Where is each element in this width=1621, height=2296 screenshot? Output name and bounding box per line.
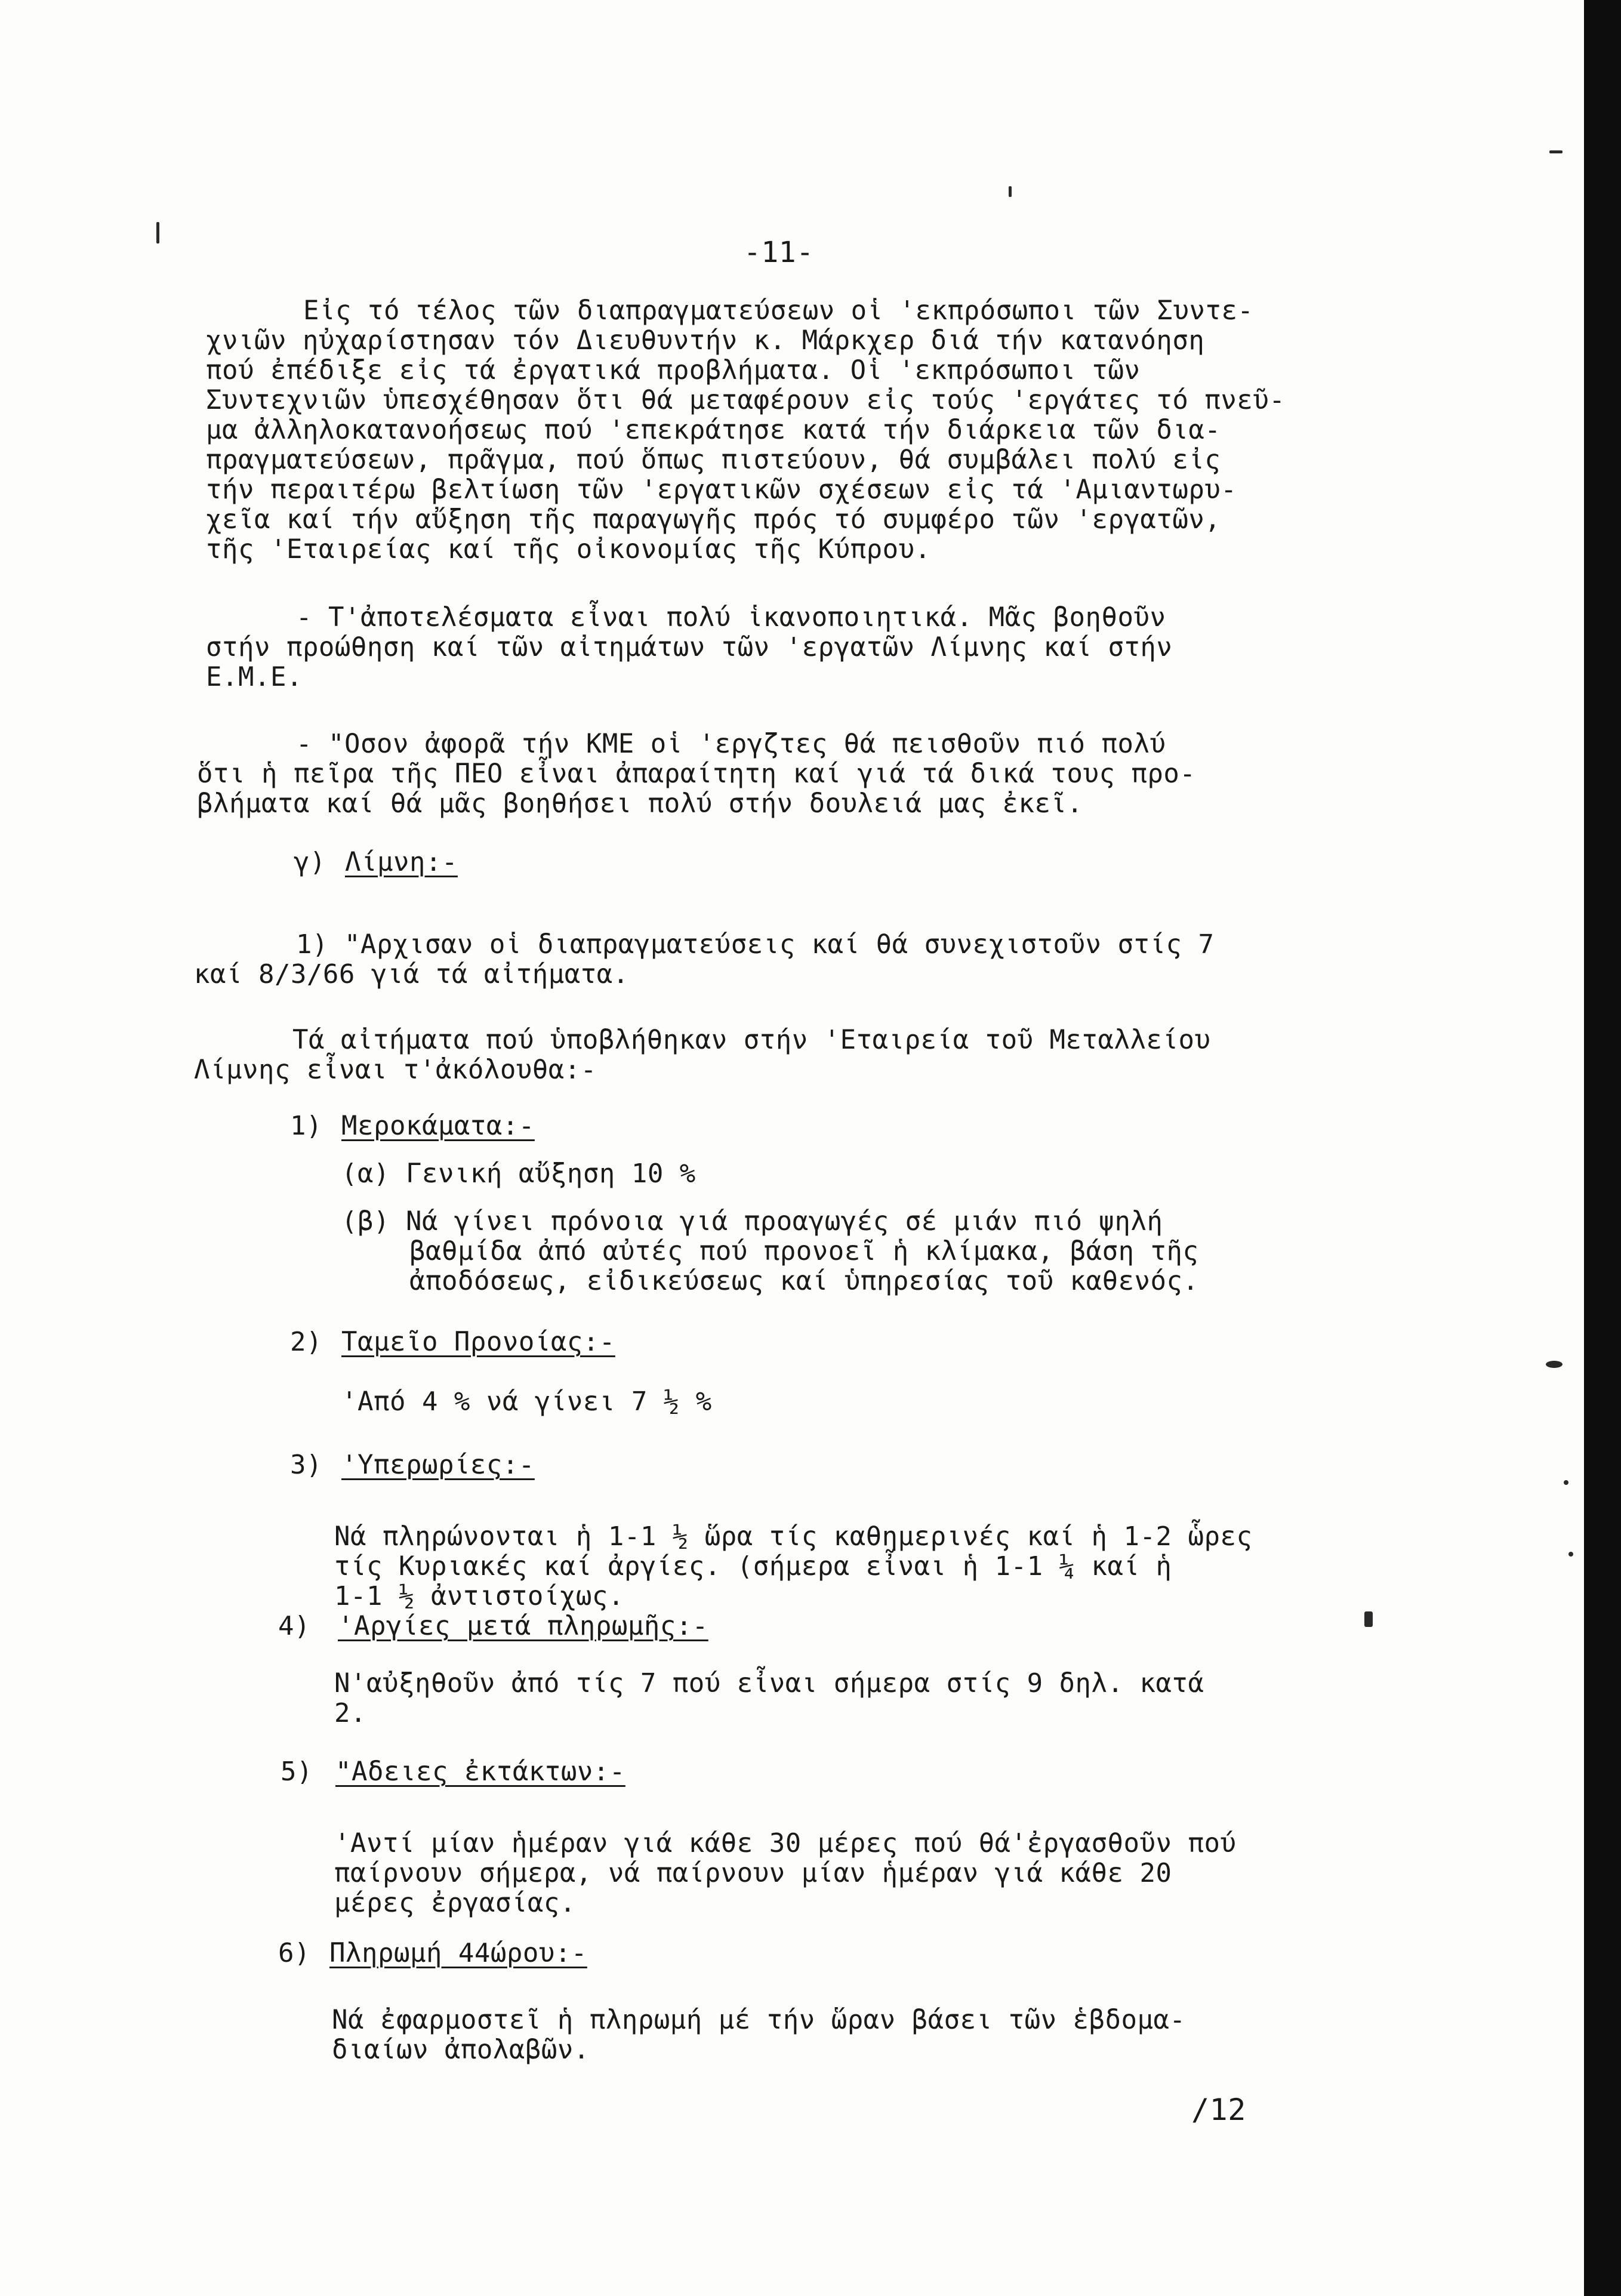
item-number: 1) [290, 1111, 322, 1141]
text-line: 1-1 ½ ἀντιστοίχως. [334, 1581, 624, 1611]
scan-speck [1364, 1611, 1373, 1627]
item-number: 6) [278, 1938, 310, 1968]
text-line: - Τ'ἀποτελέσματα εἶναι πολύ ἱκανοποιητικά. Μᾶς βοηθοῦν [296, 602, 1166, 633]
text-line: βαθμίδα ἀπό αὐτές πού προνοεῖ ἡ κλίμακα, βάση τῆς [409, 1236, 1199, 1266]
sub-item-a: (α) Γενική αὔξηση 10 % [341, 1158, 696, 1189]
text-line: - "Οσον ἀφορᾶ τήν ΚΜΕ οἱ 'εργζτες θά πεισθοῦν πιό πολύ [296, 729, 1166, 759]
text-line: ἀποδόσεως, εἰδικεύσεως καί ὑπηρεσίας τοῦ καθενός. [409, 1266, 1199, 1296]
text-line: παίρνουν σήμερα, νά παίρνουν μίαν ἡμέραν γιά κάθε 20 [334, 1858, 1172, 1888]
text-line: μέρες ἐργασίας. [334, 1888, 576, 1918]
item-number: 2) [290, 1327, 322, 1357]
text-line: χεῖα καί τήν αὔξηση τῆς παραγωγῆς πρός τό συμφέρο τῶν 'εργατῶν, [206, 504, 1221, 535]
scan-speck [1568, 1552, 1573, 1557]
item-title: Ταμεῖο Προνοίας:- [341, 1327, 615, 1357]
item-title: Μεροκάματα:- [341, 1111, 535, 1141]
item-number: 3) [290, 1450, 322, 1480]
text-line: βλήματα καί θά μᾶς βοηθήσει πολύ στήν δουλειά μας ἐκεῖ. [197, 788, 1083, 819]
scan-speck [156, 222, 159, 244]
scan-speck [1546, 1361, 1563, 1368]
section-title: Λίμνη:- [345, 847, 458, 877]
text-line: (β) Νά γίνει πρόνοια γιά προαγωγές σέ μιάν πιό ψηλή [341, 1206, 1163, 1237]
text-line: Συντεχνιῶν ὑπεσχέθησαν ὅτι θά μεταφέρουν εἰς τούς 'εργάτες τό πνεῦ- [206, 385, 1286, 415]
text-line: 'Αντί μίαν ἡμέραν γιά κάθε 30 μέρες πού θά'ἐργασθοῦν πού [334, 1828, 1237, 1859]
item-title: 'Αργίες μετά πληρωμῆς:- [338, 1611, 708, 1641]
text-line: 'Από 4 % νά γίνει 7 ½ % [341, 1386, 712, 1417]
text-line: Νά ἐφαρμοστεῖ ἡ πληρωμή μέ τήν ὥραν βάσει τῶν ἑβδομα- [332, 2005, 1186, 2035]
item-title: "Αδειες ἐκτάκτων:- [335, 1756, 625, 1787]
scan-speck [1009, 186, 1012, 197]
scan-speck [1549, 150, 1563, 153]
text-line: διαίων ἀπολαβῶν. [332, 2035, 590, 2065]
text-line: Νά πληρώνονται ἡ 1-1 ½ ὥρα τίς καθημερινές καί ἡ 1-2 ὧρες [334, 1521, 1253, 1552]
text-line: Τά αἰτήματα πού ὑποβλήθηκαν στήν 'Εταιρεία τοῦ Μεταλλείου [292, 1025, 1211, 1055]
text-line: Ν'αὐξηθοῦν ἀπό τίς 7 πού εἶναι σήμερα στίς 9 δηλ. κατά [334, 1668, 1204, 1699]
scan-edge-shadow [1584, 0, 1621, 2296]
text-line: τῆς 'Εταιρείας καί τῆς οἰκονομίας τῆς Κύπρου. [206, 534, 931, 565]
item-title: 'Υπερωρίες:- [341, 1450, 535, 1480]
text-line: στήν προώθηση καί τῶν αἰτημάτων τῶν 'εργατῶν Λίμνης καί στήν [206, 632, 1173, 662]
scan-speck [1564, 1480, 1568, 1485]
text-line: καί 8/3/66 γιά τά αἰτήματα. [194, 959, 629, 990]
item-number: 4) [278, 1611, 310, 1641]
text-line: χνιῶν ηὐχαρίστησαν τόν Διευθυντήν κ. Μάρκχερ διά τήν κατανόηση [206, 325, 1205, 356]
item-number: 5) [281, 1756, 313, 1787]
page-number: -11- [744, 236, 814, 269]
text-line: ὅτι ἡ πεῖρα τῆς ΠΕΟ εἶναι ἀπαραίτητη καί γιά τά δικά τους προ- [197, 759, 1196, 789]
text-line: μα ἀλληλοκατανοήσεως πού 'επεκράτησε κατά τήν διάρκεια τῶν δια- [206, 415, 1221, 445]
text-line: πού ἐπέδιξε εἰς τά ἐργατικά προβλήματα. Οἱ 'εκπρόσωποι τῶν [206, 355, 1141, 386]
next-page-marker: /12 [1191, 2092, 1246, 2127]
text-line: Λίμνης εἶναι τ'ἀκόλουθα:- [194, 1055, 597, 1085]
text-line: τίς Κυριακές καί ἀργίες. (σήμερα εἶναι ἡ 1-1 ¼ καί ἡ [334, 1551, 1172, 1582]
text-line: Εἰς τό τέλος τῶν διαπραγματεύσεων οἱ 'εκπρόσωποι τῶν Συντε- [303, 295, 1254, 326]
text-line: Ε.Μ.Ε. [206, 662, 303, 692]
item-title: Πληρωμή 44ώρου:- [329, 1938, 587, 1968]
text-line: τήν περαιτέρω βελτίωση τῶν 'εργατικῶν σχέσεων εἰς τά 'Αμιαντωρυ- [206, 474, 1237, 505]
text-line: πραγματεύσεων, πρᾶγμα, πού ὅπως πιστεύουν, θά συμβάλει πολύ εἰς [206, 445, 1221, 475]
text-line: 2. [334, 1698, 366, 1728]
section-label: γ) [294, 847, 326, 877]
text-line: 1) "Αρχισαν οἱ διαπραγματεύσεις καί θά συνεχιστοῦν στίς 7 [296, 929, 1215, 960]
